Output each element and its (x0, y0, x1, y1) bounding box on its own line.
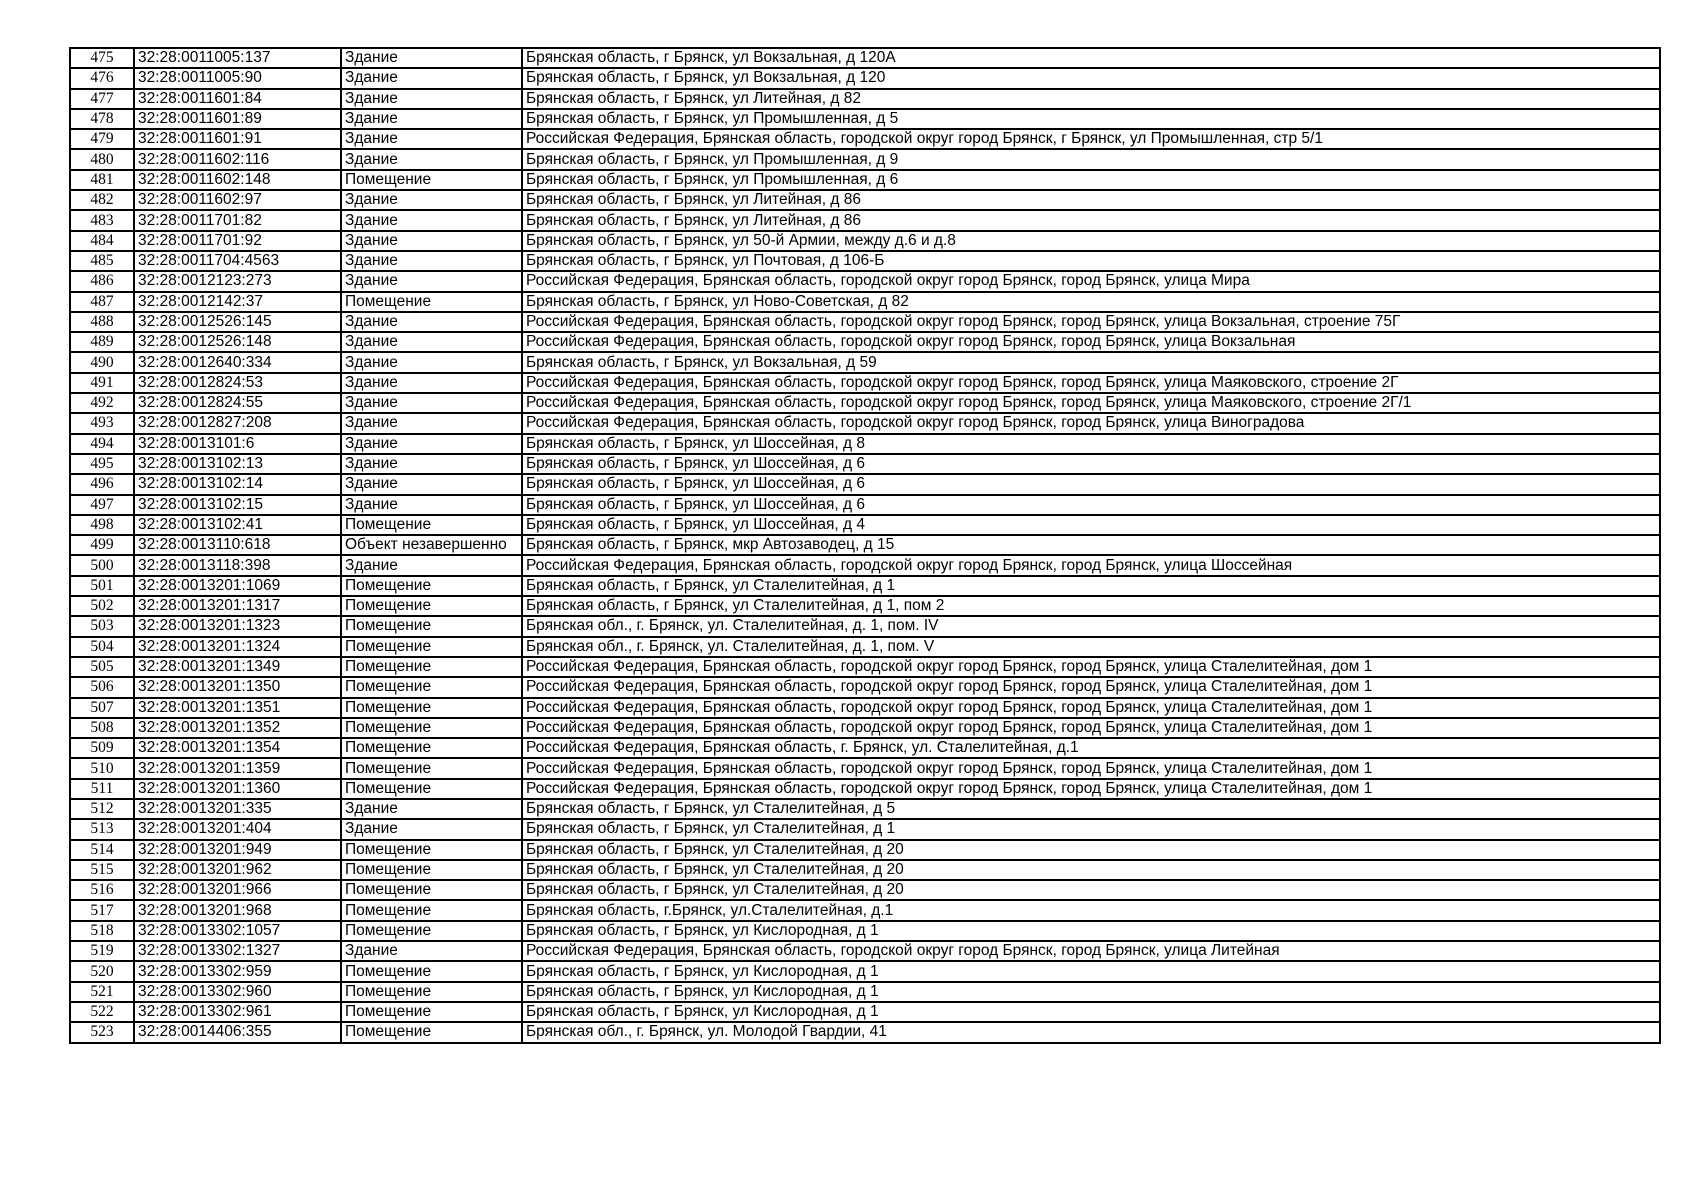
row-number-cell: 505 (70, 657, 134, 677)
address-cell: Брянская обл., г. Брянск, ул. Молодой Гвардии, 41 (522, 1022, 1660, 1042)
table-row (70, 393, 1660, 413)
cadastral-number-cell: 32:28:0013110:618 (134, 535, 341, 555)
table-row (70, 616, 1660, 636)
table-row (70, 982, 1660, 1002)
row-number-cell: 498 (70, 515, 134, 535)
cadastral-number-cell: 32:28:0011005:137 (134, 48, 341, 68)
cadastral-number-cell: 32:28:0014406:355 (134, 1022, 341, 1042)
cadastral-number-cell: 32:28:0011701:82 (134, 210, 341, 230)
row-number-cell: 520 (70, 961, 134, 981)
table-row (70, 779, 1660, 799)
address-cell: Брянская область, г Брянск, ул Шоссейная, д 6 (522, 474, 1660, 494)
cadastral-number-cell: 32:28:0013201:404 (134, 819, 341, 839)
object-type-cell: Здание (341, 210, 522, 230)
row-number-cell: 480 (70, 149, 134, 169)
table-row (70, 1022, 1660, 1042)
object-type-cell: Помещение (341, 637, 522, 657)
address-cell: Брянская область, г Брянск, ул Литейная, д 86 (522, 190, 1660, 210)
object-type-cell: Здание (341, 474, 522, 494)
table-row (70, 758, 1660, 778)
address-cell: Брянская область, г Брянск, ул Вокзальная, д 120 (522, 68, 1660, 88)
object-type-cell: Помещение (341, 900, 522, 920)
row-number-cell: 477 (70, 89, 134, 109)
address-cell: Российская Федерация, Брянская область, городской округ город Брянск, город Брянск, улица Маяковского, строение 2Г (522, 373, 1660, 393)
cadastral-number-cell: 32:28:0013201:966 (134, 880, 341, 900)
object-type-cell: Здание (341, 434, 522, 454)
cadastral-number-cell: 32:28:0013201:1354 (134, 738, 341, 758)
address-cell: Брянская область, г Брянск, ул Кислородная, д 1 (522, 921, 1660, 941)
table-row (70, 637, 1660, 657)
row-number-cell: 486 (70, 271, 134, 291)
object-type-cell: Помещение (341, 677, 522, 697)
object-type-cell: Здание (341, 89, 522, 109)
cadastral-number-cell: 32:28:0013101:6 (134, 434, 341, 454)
row-number-cell: 490 (70, 352, 134, 372)
cadastral-number-cell: 32:28:0013102:41 (134, 515, 341, 535)
object-type-cell: Помещение (341, 840, 522, 860)
row-number-cell: 492 (70, 393, 134, 413)
object-type-cell: Помещение (341, 921, 522, 941)
row-number-cell: 494 (70, 434, 134, 454)
address-cell: Российская Федерация, Брянская область, городской округ город Брянск, город Брянск, улица Сталелитейная, дом 1 (522, 657, 1660, 677)
row-number-cell: 513 (70, 819, 134, 839)
row-number-cell: 511 (70, 779, 134, 799)
cadastral-number-cell: 32:28:0013302:1057 (134, 921, 341, 941)
table-row (70, 352, 1660, 372)
cadastral-number-cell: 32:28:0013201:1359 (134, 758, 341, 778)
address-cell: Брянская область, г Брянск, мкр Автозаводец, д 15 (522, 535, 1660, 555)
table-row (70, 1002, 1660, 1022)
table-row (70, 555, 1660, 575)
cadastral-number-cell: 32:28:0013201:335 (134, 799, 341, 819)
object-type-cell: Здание (341, 819, 522, 839)
cadastral-number-cell: 32:28:0013118:398 (134, 555, 341, 575)
object-type-cell: Объект незавершенно (341, 535, 522, 555)
cadastral-number-cell: 32:28:0013102:13 (134, 454, 341, 474)
table-row (70, 251, 1660, 271)
address-cell: Брянская область, г Брянск, ул Кислородная, д 1 (522, 982, 1660, 1002)
row-number-cell: 519 (70, 941, 134, 961)
row-number-cell: 483 (70, 210, 134, 230)
cadastral-number-cell: 32:28:0012526:145 (134, 312, 341, 332)
table-row (70, 231, 1660, 251)
table-row (70, 921, 1660, 941)
object-type-cell: Здание (341, 109, 522, 129)
address-cell: Брянская область, г Брянск, ул Шоссейная, д 4 (522, 515, 1660, 535)
row-number-cell: 484 (70, 231, 134, 251)
row-number-cell: 518 (70, 921, 134, 941)
table-row (70, 474, 1660, 494)
row-number-cell: 501 (70, 576, 134, 596)
cadastral-number-cell: 32:28:0012824:55 (134, 393, 341, 413)
table-row (70, 373, 1660, 393)
row-number-cell: 522 (70, 1002, 134, 1022)
object-type-cell: Помещение (341, 1022, 522, 1042)
address-cell: Российская Федерация, Брянская область, городской округ город Брянск, г Брянск, ул Промышленная, стр 5/1 (522, 129, 1660, 149)
row-number-cell: 487 (70, 292, 134, 312)
address-cell: Брянская область, г Брянск, ул Литейная, д 82 (522, 89, 1660, 109)
address-cell: Брянская область, г Брянск, ул Сталелитейная, д 20 (522, 860, 1660, 880)
property-table (69, 47, 1661, 1044)
table-row (70, 68, 1660, 88)
address-cell: Брянская область, г Брянск, ул Вокзальная, д 59 (522, 352, 1660, 372)
cadastral-number-cell: 32:28:0013201:962 (134, 860, 341, 880)
cadastral-number-cell: 32:28:0013302:961 (134, 1002, 341, 1022)
row-number-cell: 481 (70, 170, 134, 190)
object-type-cell: Помещение (341, 576, 522, 596)
object-type-cell: Здание (341, 393, 522, 413)
row-number-cell: 507 (70, 698, 134, 718)
table-row (70, 738, 1660, 758)
table-row (70, 292, 1660, 312)
cadastral-number-cell: 32:28:0012827:208 (134, 413, 341, 433)
address-cell: Российская Федерация, Брянская область, городской округ город Брянск, город Брянск, улица Сталелитейная, дом 1 (522, 698, 1660, 718)
cadastral-number-cell: 32:28:0011602:148 (134, 170, 341, 190)
row-number-cell: 523 (70, 1022, 134, 1042)
cadastral-number-cell: 32:28:0012123:273 (134, 271, 341, 291)
table-row (70, 129, 1660, 149)
address-cell: Российская Федерация, Брянская область, городской округ город Брянск, город Брянск, улица Литейная (522, 941, 1660, 961)
address-cell: Брянская обл., г. Брянск, ул. Сталелитейная, д. 1, пом. V (522, 637, 1660, 657)
row-number-cell: 500 (70, 555, 134, 575)
address-cell: Российская Федерация, Брянская область, городской округ город Брянск, город Брянск, улица Вокзальная, строение 75Г (522, 312, 1660, 332)
cadastral-number-cell: 32:28:0013302:960 (134, 982, 341, 1002)
object-type-cell: Помещение (341, 982, 522, 1002)
object-type-cell: Здание (341, 495, 522, 515)
object-type-cell: Помещение (341, 1002, 522, 1022)
table-row (70, 190, 1660, 210)
table-row (70, 271, 1660, 291)
cadastral-number-cell: 32:28:0013201:1317 (134, 596, 341, 616)
address-cell: Брянская область, г Брянск, ул Кислородная, д 1 (522, 1002, 1660, 1022)
cadastral-number-cell: 32:28:0013201:949 (134, 840, 341, 860)
object-type-cell: Помещение (341, 657, 522, 677)
table-row (70, 596, 1660, 616)
object-type-cell: Здание (341, 68, 522, 88)
address-cell: Брянская область, г Брянск, ул Сталелитейная, д 1 (522, 819, 1660, 839)
address-cell: Брянская область, г Брянск, ул Сталелитейная, д 1, пом 2 (522, 596, 1660, 616)
table-row (70, 840, 1660, 860)
table-row (70, 48, 1660, 68)
row-number-cell: 517 (70, 900, 134, 920)
address-cell: Брянская обл., г. Брянск, ул. Сталелитейная, д. 1, пом. IV (522, 616, 1660, 636)
row-number-cell: 521 (70, 982, 134, 1002)
object-type-cell: Помещение (341, 596, 522, 616)
object-type-cell: Помещение (341, 758, 522, 778)
row-number-cell: 516 (70, 880, 134, 900)
address-cell: Российская Федерация, Брянская область, городской округ город Брянск, город Брянск, улица Сталелитейная, дом 1 (522, 718, 1660, 738)
cadastral-number-cell: 32:28:0013201:1069 (134, 576, 341, 596)
address-cell: Брянская область, г Брянск, ул Ново-Советская, д 82 (522, 292, 1660, 312)
object-type-cell: Здание (341, 413, 522, 433)
row-number-cell: 515 (70, 860, 134, 880)
cadastral-number-cell: 32:28:0011704:4563 (134, 251, 341, 271)
table-row (70, 880, 1660, 900)
object-type-cell: Помещение (341, 616, 522, 636)
cadastral-number-cell: 32:28:0012824:53 (134, 373, 341, 393)
address-cell: Брянская область, г Брянск, ул Литейная, д 86 (522, 210, 1660, 230)
cadastral-number-cell: 32:28:0013201:1360 (134, 779, 341, 799)
row-number-cell: 502 (70, 596, 134, 616)
table-row (70, 718, 1660, 738)
object-type-cell: Здание (341, 271, 522, 291)
table-row (70, 170, 1660, 190)
row-number-cell: 476 (70, 68, 134, 88)
cadastral-number-cell: 32:28:0012526:148 (134, 332, 341, 352)
address-cell: Брянская область, г Брянск, ул Шоссейная, д 6 (522, 495, 1660, 515)
row-number-cell: 491 (70, 373, 134, 393)
object-type-cell: Здание (341, 332, 522, 352)
object-type-cell: Здание (341, 799, 522, 819)
address-cell: Российская Федерация, Брянская область, городской округ город Брянск, город Брянск, улица Мира (522, 271, 1660, 291)
table-row (70, 210, 1660, 230)
cadastral-number-cell: 32:28:0011601:84 (134, 89, 341, 109)
row-number-cell: 508 (70, 718, 134, 738)
table-row (70, 515, 1660, 535)
object-type-cell: Здание (341, 454, 522, 474)
address-cell: Брянская область, г Брянск, ул Вокзальная, д 120А (522, 48, 1660, 68)
row-number-cell: 475 (70, 48, 134, 68)
table-row (70, 434, 1660, 454)
address-cell: Российская Федерация, Брянская область, городской округ город Брянск, город Брянск, улица Маяковского, строение 2Г/1 (522, 393, 1660, 413)
object-type-cell: Здание (341, 352, 522, 372)
cadastral-number-cell: 32:28:0013201:1351 (134, 698, 341, 718)
object-type-cell: Здание (341, 251, 522, 271)
address-cell: Брянская область, г Брянск, ул 50-й Армии, между д.6 и д.8 (522, 231, 1660, 251)
object-type-cell: Помещение (341, 860, 522, 880)
table-row (70, 657, 1660, 677)
table-row (70, 698, 1660, 718)
object-type-cell: Помещение (341, 718, 522, 738)
object-type-cell: Здание (341, 373, 522, 393)
address-cell: Российская Федерация, Брянская область, городской округ город Брянск, город Брянск, улица Сталелитейная, дом 1 (522, 779, 1660, 799)
table-row (70, 900, 1660, 920)
table-row (70, 677, 1660, 697)
table-row (70, 413, 1660, 433)
address-cell: Российская Федерация, Брянская область, городской округ город Брянск, город Брянск, улица Вокзальная (522, 332, 1660, 352)
address-cell: Брянская область, г.Брянск, ул.Сталелитейная, д.1 (522, 900, 1660, 920)
object-type-cell: Здание (341, 555, 522, 575)
row-number-cell: 478 (70, 109, 134, 129)
address-cell: Российская Федерация, Брянская область, городской округ город Брянск, город Брянск, улица Шоссейная (522, 555, 1660, 575)
row-number-cell: 503 (70, 616, 134, 636)
row-number-cell: 504 (70, 637, 134, 657)
row-number-cell: 512 (70, 799, 134, 819)
cadastral-number-cell: 32:28:0011005:90 (134, 68, 341, 88)
cadastral-number-cell: 32:28:0013201:1349 (134, 657, 341, 677)
address-cell: Брянская область, г Брянск, ул Промышленная, д 5 (522, 109, 1660, 129)
object-type-cell: Здание (341, 941, 522, 961)
cadastral-number-cell: 32:28:0013201:968 (134, 900, 341, 920)
table-row (70, 799, 1660, 819)
address-cell: Брянская область, г Брянск, ул Почтовая, д 106-Б (522, 251, 1660, 271)
table-row (70, 109, 1660, 129)
cadastral-number-cell: 32:28:0011601:91 (134, 129, 341, 149)
row-number-cell: 497 (70, 495, 134, 515)
row-number-cell: 496 (70, 474, 134, 494)
cadastral-number-cell: 32:28:0013102:14 (134, 474, 341, 494)
object-type-cell: Здание (341, 231, 522, 251)
cadastral-number-cell: 32:28:0011601:89 (134, 109, 341, 129)
table-row (70, 576, 1660, 596)
cadastral-number-cell: 32:28:0013201:1350 (134, 677, 341, 697)
object-type-cell: Помещение (341, 698, 522, 718)
address-cell: Брянская область, г Брянск, ул Сталелитейная, д 1 (522, 576, 1660, 596)
table-row (70, 860, 1660, 880)
row-number-cell: 495 (70, 454, 134, 474)
table-row (70, 941, 1660, 961)
address-cell: Брянская область, г Брянск, ул Сталелитейная, д 20 (522, 840, 1660, 860)
table-row (70, 495, 1660, 515)
cadastral-number-cell: 32:28:0013302:959 (134, 961, 341, 981)
object-type-cell: Здание (341, 129, 522, 149)
cadastral-number-cell: 32:28:0011602:97 (134, 190, 341, 210)
table-row (70, 454, 1660, 474)
table-row (70, 535, 1660, 555)
address-cell: Российская Федерация, Брянская область, городской округ город Брянск, город Брянск, улица Сталелитейная, дом 1 (522, 758, 1660, 778)
cadastral-number-cell: 32:28:0013302:1327 (134, 941, 341, 961)
cadastral-number-cell: 32:28:0011602:116 (134, 149, 341, 169)
table-row (70, 819, 1660, 839)
row-number-cell: 488 (70, 312, 134, 332)
cadastral-number-cell: 32:28:0011701:92 (134, 231, 341, 251)
object-type-cell: Здание (341, 190, 522, 210)
cadastral-number-cell: 32:28:0013201:1324 (134, 637, 341, 657)
row-number-cell: 510 (70, 758, 134, 778)
object-type-cell: Помещение (341, 738, 522, 758)
object-type-cell: Помещение (341, 779, 522, 799)
row-number-cell: 479 (70, 129, 134, 149)
address-cell: Российская Федерация, Брянская область, городской округ город Брянск, город Брянск, улица Виноградова (522, 413, 1660, 433)
address-cell: Российская Федерация, Брянская область, г. Брянск, ул. Сталелитейная, д.1 (522, 738, 1660, 758)
cadastral-number-cell: 32:28:0012142:37 (134, 292, 341, 312)
object-type-cell: Помещение (341, 292, 522, 312)
row-number-cell: 506 (70, 677, 134, 697)
object-type-cell: Помещение (341, 515, 522, 535)
table-row (70, 332, 1660, 352)
cadastral-number-cell: 32:28:0013201:1323 (134, 616, 341, 636)
cadastral-number-cell: 32:28:0013201:1352 (134, 718, 341, 738)
table-row (70, 89, 1660, 109)
object-type-cell: Помещение (341, 170, 522, 190)
address-cell: Брянская область, г Брянск, ул Промышленная, д 6 (522, 170, 1660, 190)
address-cell: Брянская область, г Брянск, ул Сталелитейная, д 5 (522, 799, 1660, 819)
object-type-cell: Здание (341, 312, 522, 332)
row-number-cell: 493 (70, 413, 134, 433)
address-cell: Брянская область, г Брянск, ул Промышленная, д 9 (522, 149, 1660, 169)
address-cell: Брянская область, г Брянск, ул Кислородная, д 1 (522, 961, 1660, 981)
object-type-cell: Здание (341, 48, 522, 68)
address-cell: Брянская область, г Брянск, ул Шоссейная, д 8 (522, 434, 1660, 454)
property-table-body (70, 48, 1660, 1043)
address-cell: Брянская область, г Брянск, ул Шоссейная, д 6 (522, 454, 1660, 474)
row-number-cell: 514 (70, 840, 134, 860)
object-type-cell: Помещение (341, 880, 522, 900)
row-number-cell: 489 (70, 332, 134, 352)
table-row (70, 961, 1660, 981)
cadastral-number-cell: 32:28:0013102:15 (134, 495, 341, 515)
table-row (70, 312, 1660, 332)
row-number-cell: 499 (70, 535, 134, 555)
table-row (70, 149, 1660, 169)
address-cell: Брянская область, г Брянск, ул Сталелитейная, д 20 (522, 880, 1660, 900)
row-number-cell: 509 (70, 738, 134, 758)
address-cell: Российская Федерация, Брянская область, городской округ город Брянск, город Брянск, улица Сталелитейная, дом 1 (522, 677, 1660, 697)
object-type-cell: Здание (341, 149, 522, 169)
cadastral-number-cell: 32:28:0012640:334 (134, 352, 341, 372)
object-type-cell: Помещение (341, 961, 522, 981)
row-number-cell: 485 (70, 251, 134, 271)
row-number-cell: 482 (70, 190, 134, 210)
